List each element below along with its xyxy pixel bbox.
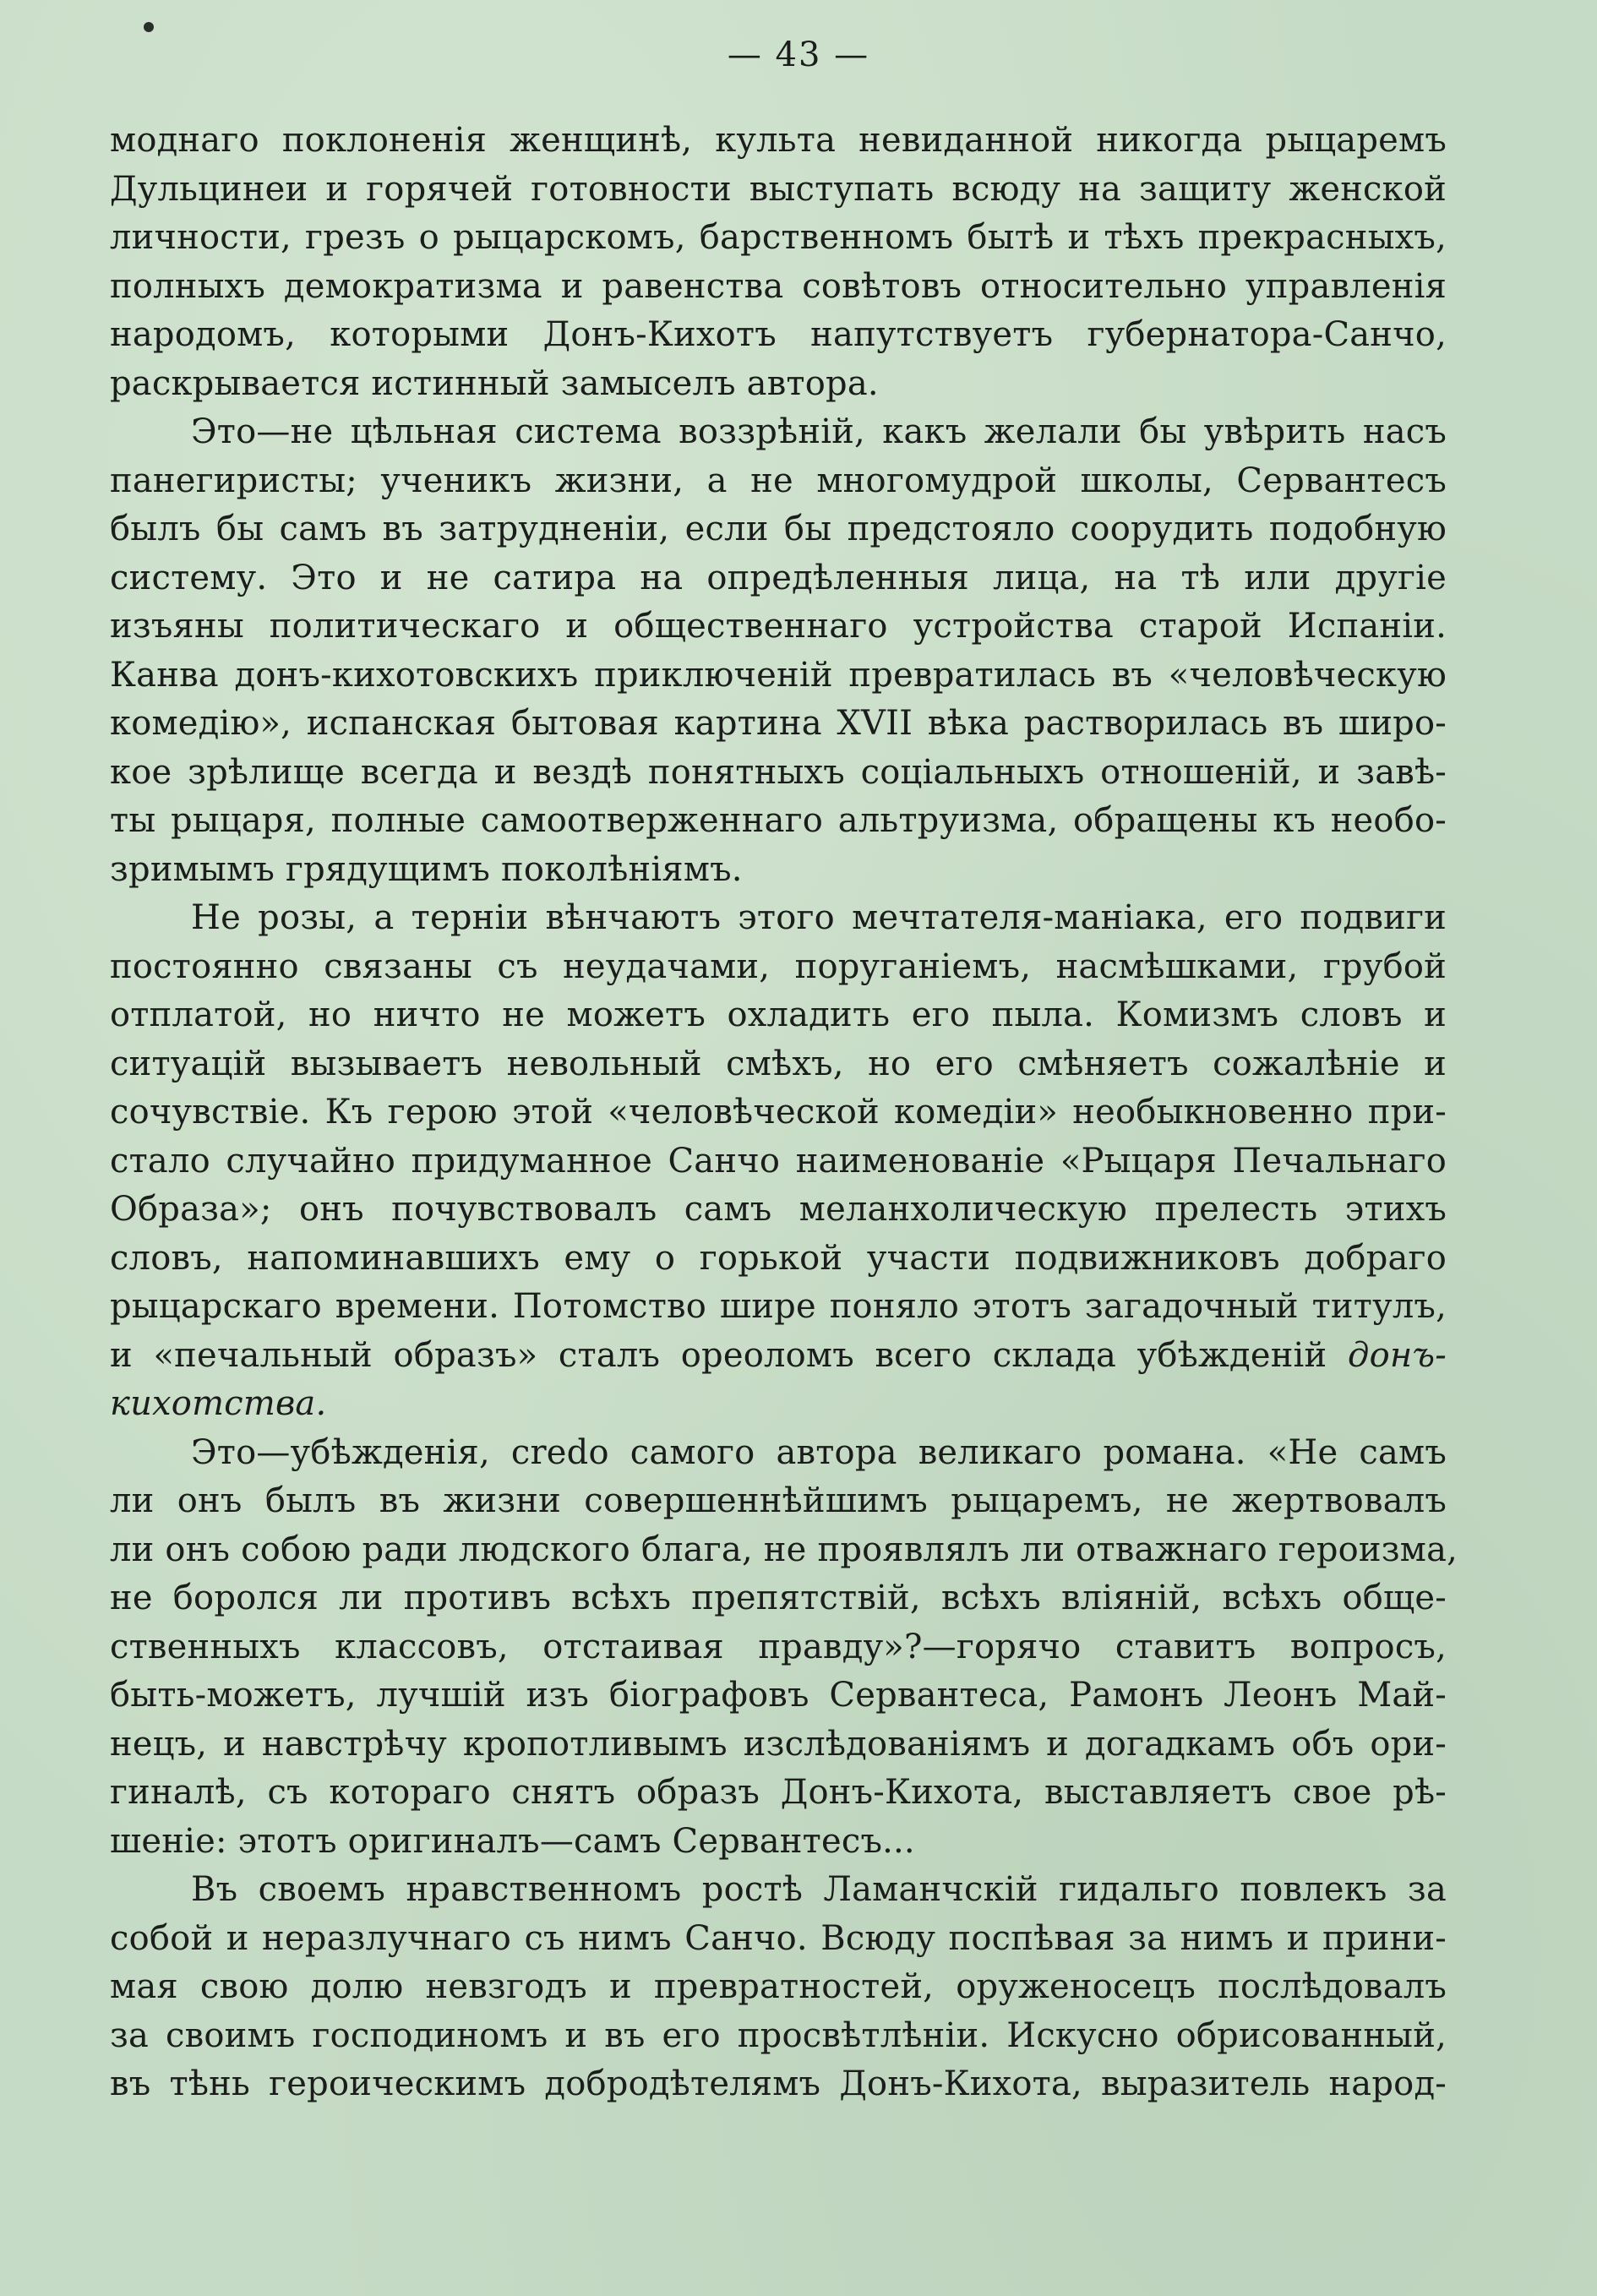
text-line: Это—не цѣльная система воззрѣній, какъ желали бы увѣрить насъ — [191, 412, 1447, 451]
paragraph-1 — [110, 117, 1447, 408]
paragraph-3 — [110, 894, 1447, 1429]
text-line: моднаго поклоненія женщинѣ, культа невиданной никогда рыцаремъ — [110, 121, 1447, 160]
text-line: сочувствіе. Къ герою этой «человѣческой комедіи» необыкновенно при- — [110, 1093, 1447, 1132]
text-line: постоянно связаны съ неудачами, поруганіемъ, насмѣшками, грубой — [110, 946, 1447, 986]
text-line: ситуацій вызываетъ невольный смѣхъ, но его смѣняетъ сожалѣніе и — [110, 1044, 1447, 1083]
text-line-with-italic — [110, 1332, 1447, 1381]
text-line: полныхъ демократизма и равенства совѣтовъ относительно управленія — [110, 266, 1447, 306]
text-line-italic — [110, 1380, 1447, 1429]
body-text — [110, 117, 1458, 2109]
text-line: рыцарскаго времени. Потомство шире поняло этотъ загадочный титулъ, — [110, 1287, 1447, 1326]
italic-term: кихотства. — [110, 1384, 327, 1423]
paragraph-4 — [110, 1429, 1458, 1867]
text-line: ственныхъ классовъ, отстаивая правду»?—горячо ставитъ вопросъ, — [110, 1627, 1447, 1666]
text-line: систему. Это и не сатира на опредѣленныя лица, на тѣ или другіе — [110, 558, 1447, 597]
paragraph-2 — [110, 408, 1447, 894]
text-line: ли онъ былъ въ жизни совершеннѣйшимъ рыцаремъ, не жертвовалъ — [110, 1481, 1447, 1520]
text-line: изъяны политическаго и общественнаго устройства старой Испаніи. — [110, 607, 1447, 646]
text-line: раскрывается истинный замыселъ автора. — [110, 363, 879, 403]
text-line: ли онъ собою ради людского блага, не проявлялъ ли отважнаго героизма, — [110, 1530, 1458, 1569]
text-line: Канва донъ-кихотовскихъ приключеній превратилась въ «человѣческую — [110, 655, 1447, 695]
text-line: словъ, напоминавшихъ ему о горькой участи подвижниковъ добраго — [110, 1238, 1447, 1278]
text-line: гиналѣ, съ котораго снятъ образъ Донъ-Кихота, выставляетъ свое рѣ- — [110, 1773, 1447, 1812]
italic-term: донъ- — [1348, 1335, 1447, 1375]
text-line: стало случайно придуманное Санчо наименованіе «Рыцаря Печальнаго — [110, 1141, 1447, 1181]
text-line: не боролся ли противъ всѣхъ препятствій, всѣхъ вліяній, всѣхъ обще- — [110, 1579, 1447, 1617]
text-line: собой и неразлучнаго съ нимъ Санчо. Всюду поспѣвая за нимъ и прини- — [110, 1918, 1447, 1958]
paragraph-5 — [110, 1866, 1447, 2109]
text-line: шеніе: этотъ оригиналъ—самъ Сервантесъ... — [110, 1821, 915, 1861]
page-number: — 43 — — [727, 35, 870, 74]
text-line: панегиристы; ученикъ жизни, а не многомудрой школы, Сервантесъ — [110, 461, 1447, 500]
text-line: зримымъ грядущимъ поколѣніямъ. — [110, 849, 743, 889]
text-line: кое зрѣлище всегда и вездѣ понятныхъ соціальныхъ отношеній, и завѣ- — [110, 752, 1447, 792]
text-line: ты рыцаря, полные самоотверженнаго альтруизма, обращены къ необо- — [110, 801, 1447, 840]
text-line: отплатой, но ничто не можетъ охладить его пыла. Комизмъ словъ и — [110, 995, 1447, 1034]
text-line: мая свою долю невзгодъ и превратностей, оруженосецъ послѣдовалъ — [110, 1967, 1447, 2006]
text-line: нецъ, и навстрѣчу кропотливымъ изслѣдованіямъ и догадкамъ объ ори- — [110, 1724, 1447, 1764]
text-line: былъ бы самъ въ затрудненіи, если бы предстояло соорудить подобную — [110, 510, 1447, 548]
text-line: Образа»; онъ почувствовалъ самъ меланхолическую прелесть этихъ — [110, 1190, 1447, 1229]
text-line: Дульцинеи и горячей готовности выступать всюду на защиту женской — [110, 169, 1447, 209]
text-line: комедію», испанская бытовая картина XVII вѣка растворилась въ широ- — [110, 704, 1447, 743]
text-line: народомъ, которыми Донъ-Кихотъ напутствуетъ губернатора-Санчо, — [110, 315, 1447, 354]
text-line: быть-можетъ, лучшій изъ біографовъ Сервантеса, Рамонъ Леонъ Май- — [110, 1676, 1447, 1715]
text-line: личности, грезъ о рыцарскомъ, барственномъ бытѣ и тѣхъ прекрасныхъ, — [110, 218, 1447, 257]
text-line: за своимъ господиномъ и въ его просвѣтлѣніи. Искусно обрисованный, — [110, 2015, 1447, 2055]
text-line: въ тѣнь героическимъ добродѣтелямъ Донъ-Кихота, выразитель народ- — [110, 2064, 1447, 2103]
text-line: Не розы, а терніи вѣнчаютъ этого мечтателя-маніака, его подвиги — [191, 898, 1447, 937]
text-line: Это—убѣжденія, credo самого автора великаго романа. «Не самъ — [191, 1432, 1447, 1472]
text-line-start: и «печальный образъ» сталъ ореоломъ всего склада убѣжденій — [110, 1335, 1327, 1375]
ink-blot — [144, 22, 154, 32]
text-line: Въ своемъ нравственномъ ростѣ Ламанчскій гидальго повлекъ за — [191, 1870, 1447, 1909]
